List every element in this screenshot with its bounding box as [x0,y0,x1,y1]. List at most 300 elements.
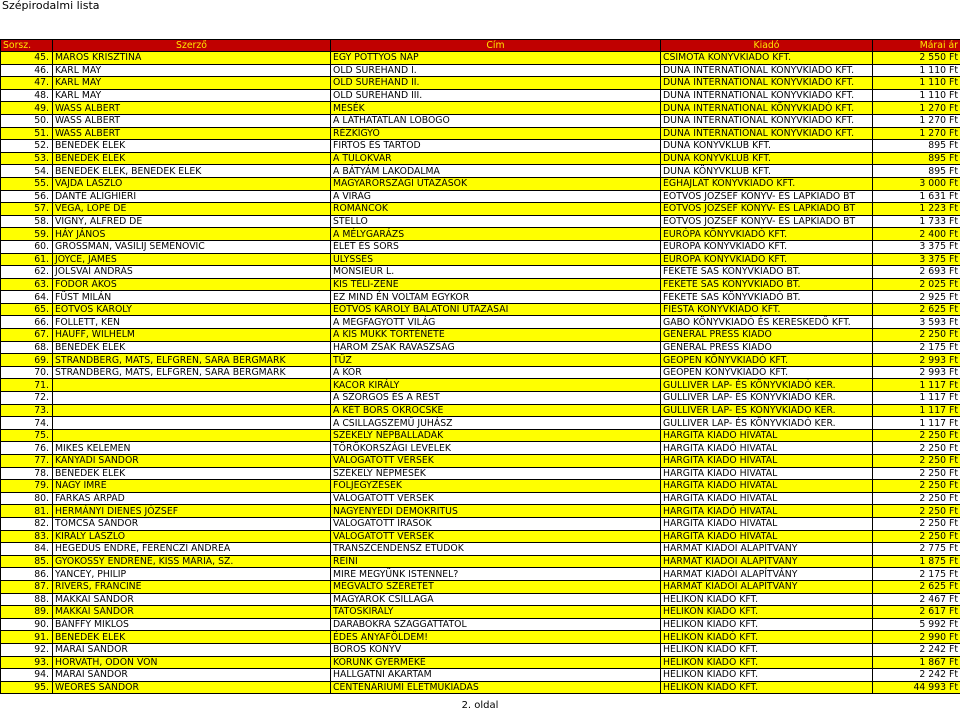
cell-title: A VIRÁG [331,190,661,203]
cell-num: 55. [1,177,53,190]
cell-price: 2 550 Ft [873,52,960,65]
cell-title: OLD SUREHAND III. [331,89,661,102]
cell-title: VÁLOGATOTT ÍRÁSOK [331,517,661,530]
cell-publisher: DUNA KÖNYVKLUB KFT. [661,152,873,165]
cell-author [53,379,331,392]
cell-publisher: HARGITA KIADÓ HIVATAL [661,530,873,543]
header-price: Márai ár [873,40,960,52]
cell-title: MIRE MEGYÜNK ISTENNEL? [331,568,661,581]
cell-title: VÁLOGATOTT VERSEK [331,530,661,543]
cell-price: 2 175 Ft [873,341,960,354]
cell-author: STRANDBERG, MATS, ELFGREN, SARA BERGMARK [53,354,331,367]
cell-title: FIRTOS ÉS TARTÓD [331,140,661,153]
cell-price: 3 593 Ft [873,316,960,329]
cell-author: MIKES KELEMEN [53,442,331,455]
cell-publisher: EÖTVÖS JÓZSEF KÖNYV- ÉS LAPKIADÓ BT [661,215,873,228]
cell-author: EÖTVÖS KÁROLY [53,303,331,316]
cell-author [53,392,331,405]
cell-price: 1 733 Ft [873,215,960,228]
cell-num: 46. [1,64,53,77]
cell-num: 48. [1,89,53,102]
cell-num: 76. [1,442,53,455]
cell-publisher: DUNA INTERNATIONAL KÖNYVKIADÓ KFT. [661,127,873,140]
table-row [1,417,960,430]
cell-title: BOROS KÖNYV [331,643,661,656]
cell-publisher: GULLIVER LAP- ÉS KÖNYVKIADÓ KER. [661,379,873,392]
cell-author: TOMCSA SÁNDOR [53,517,331,530]
table-row [1,114,960,127]
cell-author: MAKKAI SÁNDOR [53,593,331,606]
table-row [1,203,960,216]
cell-publisher: HARGITA KIADÓ HIVATAL [661,429,873,442]
table-header-row [1,40,960,52]
table-row [1,228,960,241]
table-row [1,341,960,354]
cell-num: 58. [1,215,53,228]
cell-title: DARABOKRA SZAGGATTATOL [331,618,661,631]
cell-price: 2 250 Ft [873,530,960,543]
cell-publisher: FEKETE SAS KÖNYVKIADÓ BT. [661,266,873,279]
cell-price: 1 270 Ft [873,127,960,140]
cell-num: 66. [1,316,53,329]
table-row [1,379,960,392]
cell-author: BENEDEK ELEK [53,631,331,644]
cell-num: 47. [1,77,53,90]
cell-publisher: HELIKON KIADÓ KFT. [661,631,873,644]
cell-publisher: DUNA INTERNATIONAL KÖNYVKIADÓ KFT. [661,114,873,127]
cell-publisher: GULLIVER LAP- ÉS KÖNYVKIADÓ KER. [661,404,873,417]
cell-author: KARL MAY [53,89,331,102]
table-row [1,429,960,442]
cell-title: OLD SUREHAND I. [331,64,661,77]
cell-author: STRANDBERG, MATS, ELFGREN, SARA BERGMARK [53,366,331,379]
book-table [0,39,960,694]
cell-title: TÖRÖKORSZÁGI LEVELEK [331,442,661,455]
cell-price: 2 993 Ft [873,366,960,379]
cell-author: NAGY IMRE [53,480,331,493]
cell-title: CENTENÁRIUMI ÉLETMŰKIADÁS [331,681,661,694]
cell-price: 1 117 Ft [873,417,960,430]
cell-publisher: GENERAL PRESS KIADÓ [661,341,873,354]
cell-author [53,404,331,417]
cell-num: 53. [1,152,53,165]
cell-price: 3 375 Ft [873,240,960,253]
cell-title: STELLO [331,215,661,228]
cell-price: 1 110 Ft [873,77,960,90]
table-row [1,681,960,694]
cell-title: A KÉT BORS ÖKRÖCSKE [331,404,661,417]
cell-author [53,417,331,430]
cell-title: KORUNK GYERMEKE [331,656,661,669]
table-row [1,404,960,417]
cell-publisher: FIESTA KÖNYVKIADÓ KFT. [661,303,873,316]
cell-publisher: EURÓPA KÖNYVKIADÓ KFT. [661,240,873,253]
cell-price: 2 250 Ft [873,329,960,342]
cell-publisher: HARMAT KIADÓI ALAPÍTVÁNY [661,555,873,568]
cell-title: HALLGATNI AKARTAM [331,669,661,682]
cell-price: 2 250 Ft [873,442,960,455]
cell-title: ULYSSES [331,253,661,266]
header-publisher: Kiadó [661,40,873,52]
cell-title: FÖLJEGYZÉSEK [331,480,661,493]
cell-price: 2 175 Ft [873,568,960,581]
table-row [1,593,960,606]
cell-title: TŰZ [331,354,661,367]
cell-author [53,429,331,442]
table-row [1,190,960,203]
cell-num: 79. [1,480,53,493]
cell-title: MAGYAROK CSILLAGA [331,593,661,606]
cell-author: VEGA, LOPE DE [53,203,331,216]
cell-publisher: GEOPEN KÖNYVKIADÓ KFT. [661,354,873,367]
table-row [1,618,960,631]
cell-price: 895 Ft [873,140,960,153]
table-row [1,505,960,518]
cell-publisher: HARMAT KIADÓI ALAPÍTVÁNY [661,543,873,556]
cell-publisher: HELIKON KIADÓ KFT. [661,656,873,669]
cell-author: FOLLETT, KEN [53,316,331,329]
table-row [1,517,960,530]
cell-price: 1 117 Ft [873,392,960,405]
cell-author: VIGNY, ALFRED DE [53,215,331,228]
cell-price: 2 250 Ft [873,480,960,493]
cell-author: JOLSVAI ANDRÁS [53,266,331,279]
cell-price: 895 Ft [873,165,960,178]
cell-title: VÁLOGATOTT VERSEK [331,455,661,468]
cell-num: 87. [1,580,53,593]
cell-publisher: HARGITA KIADÓ HIVATAL [661,467,873,480]
table-row [1,442,960,455]
table-row [1,64,960,77]
cell-author: HÁY JÁNOS [53,228,331,241]
table-row [1,643,960,656]
cell-price: 2 242 Ft [873,669,960,682]
table-row [1,165,960,178]
cell-publisher: GULLIVER LAP- ÉS KÖNYVKIADÓ KER. [661,417,873,430]
cell-title: ROMÁNCOK [331,203,661,216]
cell-price: 1 110 Ft [873,64,960,77]
cell-price: 2 250 Ft [873,517,960,530]
table-row [1,392,960,405]
table-row [1,102,960,115]
cell-price: 3 375 Ft [873,253,960,266]
cell-publisher: HARMAT KIADÓI ALAPÍTVÁNY [661,568,873,581]
cell-author: KIRÁLY LÁSZLÓ [53,530,331,543]
table-row [1,656,960,669]
cell-author: FODOR ÁKOS [53,278,331,291]
cell-num: 60. [1,240,53,253]
cell-author: MAKKAI SÁNDOR [53,606,331,619]
cell-num: 56. [1,190,53,203]
cell-publisher: DUNA KÖNYVKLUB KFT. [661,140,873,153]
cell-author: JOYCE, JAMES [53,253,331,266]
cell-price: 2 775 Ft [873,543,960,556]
cell-num: 94. [1,669,53,682]
cell-num: 49. [1,102,53,115]
cell-title: MESÉK [331,102,661,115]
cell-num: 63. [1,278,53,291]
table-row [1,366,960,379]
cell-num: 69. [1,354,53,367]
cell-num: 88. [1,593,53,606]
cell-author: WASS ALBERT [53,102,331,115]
cell-author: HAUFF, WILHELM [53,329,331,342]
cell-publisher: EURÓPA KÖNYVKIADÓ KFT. [661,253,873,266]
cell-price: 2 250 Ft [873,429,960,442]
cell-num: 61. [1,253,53,266]
cell-author: HEGEDŰS ENDRE, FERENCZI ANDREA [53,543,331,556]
table-row [1,291,960,304]
cell-author: DANTE ALIGHIERI [53,190,331,203]
cell-price: 1 270 Ft [873,114,960,127]
cell-title: A KÖR [331,366,661,379]
cell-publisher: HELIKON KIADÓ KFT. [661,618,873,631]
cell-title: A BÁTYÁM LAKODALMA [331,165,661,178]
cell-price: 3 000 Ft [873,177,960,190]
cell-author: HERMÁNYI DIENES JÓZSEF [53,505,331,518]
cell-author: VAJDA LÁSZLÓ [53,177,331,190]
cell-author: WEÖRES SÁNDOR [53,681,331,694]
cell-price: 2 617 Ft [873,606,960,619]
cell-price: 1 631 Ft [873,190,960,203]
table-row [1,177,960,190]
cell-price: 2 467 Ft [873,593,960,606]
cell-title: TÁTOSKIRÁLY [331,606,661,619]
cell-price: 2 025 Ft [873,278,960,291]
cell-author: RIVERS, FRANCINE [53,580,331,593]
cell-author: BENEDEK ELEK [53,341,331,354]
cell-price: 1 875 Ft [873,555,960,568]
cell-publisher: EURÓPA KÖNYVKIADÓ KFT. [661,228,873,241]
cell-author: MÁRAI SÁNDOR [53,669,331,682]
cell-publisher: HELIKON KIADÓ KFT. [661,606,873,619]
table-row [1,303,960,316]
cell-num: 78. [1,467,53,480]
cell-num: 57. [1,203,53,216]
cell-author: BENEDEK ELEK [53,140,331,153]
cell-title: KIS TÉLI-ZENE [331,278,661,291]
cell-publisher: HELIKON KIADÓ KFT. [661,593,873,606]
cell-num: 93. [1,656,53,669]
header-author: Szerző [53,40,331,52]
header-num: Sorsz. [1,40,53,52]
cell-publisher: DUNA KÖNYVKLUB KFT. [661,165,873,178]
cell-price: 1 223 Ft [873,203,960,216]
cell-price: 2 993 Ft [873,354,960,367]
cell-num: 54. [1,165,53,178]
cell-author: GYÖKÖSSY ENDRÉNÉ, KISS MÁRIA, SZ. [53,555,331,568]
cell-title: A SZORGOS ÉS A REST [331,392,661,405]
cell-title: EGY PÖTTYÖS NAP [331,52,661,65]
cell-num: 92. [1,643,53,656]
table-row [1,253,960,266]
cell-title: ÉLET ÉS SORS [331,240,661,253]
cell-author: KÁNYÁDI SÁNDOR [53,455,331,468]
cell-num: 81. [1,505,53,518]
cell-title: OLD SUREHAND II. [331,77,661,90]
cell-publisher: HARGITA KIADÓ HIVATAL [661,505,873,518]
cell-title: A KIS MUKK TÖRTÉNETE [331,329,661,342]
cell-publisher: HELIKON KIADÓ KFT. [661,643,873,656]
cell-num: 45. [1,52,53,65]
cell-num: 52. [1,140,53,153]
cell-title: KACOR KIRÁLY [331,379,661,392]
cell-title: NAGYENYEDI DEMOKRITUS [331,505,661,518]
cell-title: MEGVÁLTÓ SZERETET [331,580,661,593]
table-row [1,266,960,279]
cell-price: 2 250 Ft [873,455,960,468]
cell-num: 86. [1,568,53,581]
cell-num: 64. [1,291,53,304]
cell-price: 2 693 Ft [873,266,960,279]
cell-num: 70. [1,366,53,379]
cell-num: 50. [1,114,53,127]
cell-publisher: HARMAT KIADÓI ALAPÍTVÁNY [661,580,873,593]
cell-price: 1 270 Ft [873,102,960,115]
table-row [1,568,960,581]
header-title: Cím [331,40,661,52]
cell-num: 72. [1,392,53,405]
cell-price: 5 992 Ft [873,618,960,631]
table-row [1,52,960,65]
table-row [1,669,960,682]
cell-publisher: EÖTVÖS JÓZSEF KÖNYV- ÉS LAPKIADÓ BT [661,203,873,216]
cell-price: 1 110 Ft [873,89,960,102]
cell-publisher: EÖTVÖS JÓZSEF KÖNYV- ÉS LAPKIADÓ BT [661,190,873,203]
cell-num: 71. [1,379,53,392]
cell-publisher: HELIKON KIADÓ KFT. [661,669,873,682]
cell-publisher: HARGITA KIADÓ HIVATAL [661,517,873,530]
cell-num: 89. [1,606,53,619]
cell-publisher: DUNA INTERNATIONAL KÖNYVKIADÓ KFT. [661,102,873,115]
cell-price: 2 625 Ft [873,580,960,593]
table-row [1,606,960,619]
cell-title: MONSIEUR L. [331,266,661,279]
cell-publisher: FEKETE SAS KÖNYVKIADÓ BT. [661,278,873,291]
table-row [1,631,960,644]
cell-title: A LÁTHATATLAN LOBOGÓ [331,114,661,127]
cell-title: REINI [331,555,661,568]
cell-num: 51. [1,127,53,140]
cell-price: 2 242 Ft [873,643,960,656]
table-row [1,543,960,556]
cell-publisher: ÉGHAJLAT KÖNYVKIADÓ KFT. [661,177,873,190]
table-row [1,329,960,342]
cell-publisher: HARGITA KIADÓ HIVATAL [661,455,873,468]
cell-publisher: GENERAL PRESS KIADÓ [661,329,873,342]
cell-publisher: HARGITA KIADÓ HIVATAL [661,492,873,505]
cell-publisher: DUNA INTERNATIONAL KÖNYVKIADÓ KFT. [661,64,873,77]
cell-title: VÁLOGATOTT VERSEK [331,492,661,505]
table-row [1,240,960,253]
cell-num: 80. [1,492,53,505]
cell-num: 77. [1,455,53,468]
table-row [1,354,960,367]
cell-price: 1 867 Ft [873,656,960,669]
cell-title: TRANSZCENDENSZ ETÜDÖK [331,543,661,556]
cell-author: HORVÁTH, ÖDÖN VON [53,656,331,669]
table-row [1,492,960,505]
cell-title: A CSILLAGSZEMŰ JUHÁSZ [331,417,661,430]
cell-title: SZÉKELY NÉPBALLADÁK [331,429,661,442]
cell-num: 84. [1,543,53,556]
cell-price: 2 990 Ft [873,631,960,644]
cell-author: FARKAS ÁRPÁD [53,492,331,505]
cell-price: 2 925 Ft [873,291,960,304]
table-row [1,480,960,493]
cell-num: 62. [1,266,53,279]
table-row [1,278,960,291]
cell-num: 73. [1,404,53,417]
cell-price: 1 117 Ft [873,379,960,392]
cell-author: KARL MAY [53,77,331,90]
cell-price: 44 993 Ft [873,681,960,694]
table-row [1,316,960,329]
cell-price: 2 250 Ft [873,505,960,518]
cell-num: 95. [1,681,53,694]
table-row [1,455,960,468]
cell-title: ÉDES ANYAFÖLDEM! [331,631,661,644]
table-row [1,530,960,543]
cell-author: KARL MAY [53,64,331,77]
cell-num: 90. [1,618,53,631]
table-row [1,77,960,90]
cell-num: 82. [1,517,53,530]
cell-title: SZÉKELY NÉPMESÉK [331,467,661,480]
cell-publisher: FEKETE SAS KÖNYVKIADÓ BT. [661,291,873,304]
cell-title: RÉZKÍGYÓ [331,127,661,140]
cell-author: BÁNFFY MIKLÓS [53,618,331,631]
cell-title: EÖTVÖS KÁROLY BALATONI UTAZÁSAI [331,303,661,316]
cell-author: MÁRAI SÁNDOR [53,643,331,656]
cell-num: 83. [1,530,53,543]
cell-publisher: DUNA INTERNATIONAL KÖNYVKIADÓ KFT. [661,89,873,102]
cell-num: 85. [1,555,53,568]
table-row [1,89,960,102]
cell-author: BENEDEK ELEK [53,152,331,165]
cell-title: A MÉLYGARÁZS [331,228,661,241]
cell-publisher: HARGITA KIADÓ HIVATAL [661,442,873,455]
cell-num: 65. [1,303,53,316]
cell-publisher: GEOPEN KÖNYVKIADÓ KFT. [661,366,873,379]
cell-publisher: DUNA INTERNATIONAL KÖNYVKIADÓ KFT. [661,77,873,90]
table-row [1,152,960,165]
cell-num: 75. [1,429,53,442]
cell-title: A MEGFAGYOTT VILÁG [331,316,661,329]
cell-num: 74. [1,417,53,430]
cell-author: BENEDEK ELEK, BENEDEK ELEK [53,165,331,178]
table-row [1,467,960,480]
cell-author: WASS ALBERT [53,127,331,140]
cell-publisher: GABO KÖNYVKIADÓ ÉS KERESKEDŐ KFT. [661,316,873,329]
cell-author: YANCEY, PHILIP [53,568,331,581]
cell-title: HÁROM ZSÁK RAVASZSÁG [331,341,661,354]
cell-publisher: CSIMOTA KÖNYVKIADÓ KFT. [661,52,873,65]
cell-publisher: GULLIVER LAP- ÉS KÖNYVKIADÓ KER. [661,392,873,405]
cell-publisher: HARGITA KIADÓ HIVATAL [661,480,873,493]
table-row [1,215,960,228]
page-number: 2. oldal [461,700,499,711]
cell-num: 67. [1,329,53,342]
cell-price: 2 400 Ft [873,228,960,241]
cell-price: 1 117 Ft [873,404,960,417]
table-row [1,555,960,568]
cell-price: 2 250 Ft [873,467,960,480]
cell-num: 91. [1,631,53,644]
cell-title: A TÜLÖKVÁR [331,152,661,165]
cell-price: 2 625 Ft [873,303,960,316]
cell-price: 895 Ft [873,152,960,165]
